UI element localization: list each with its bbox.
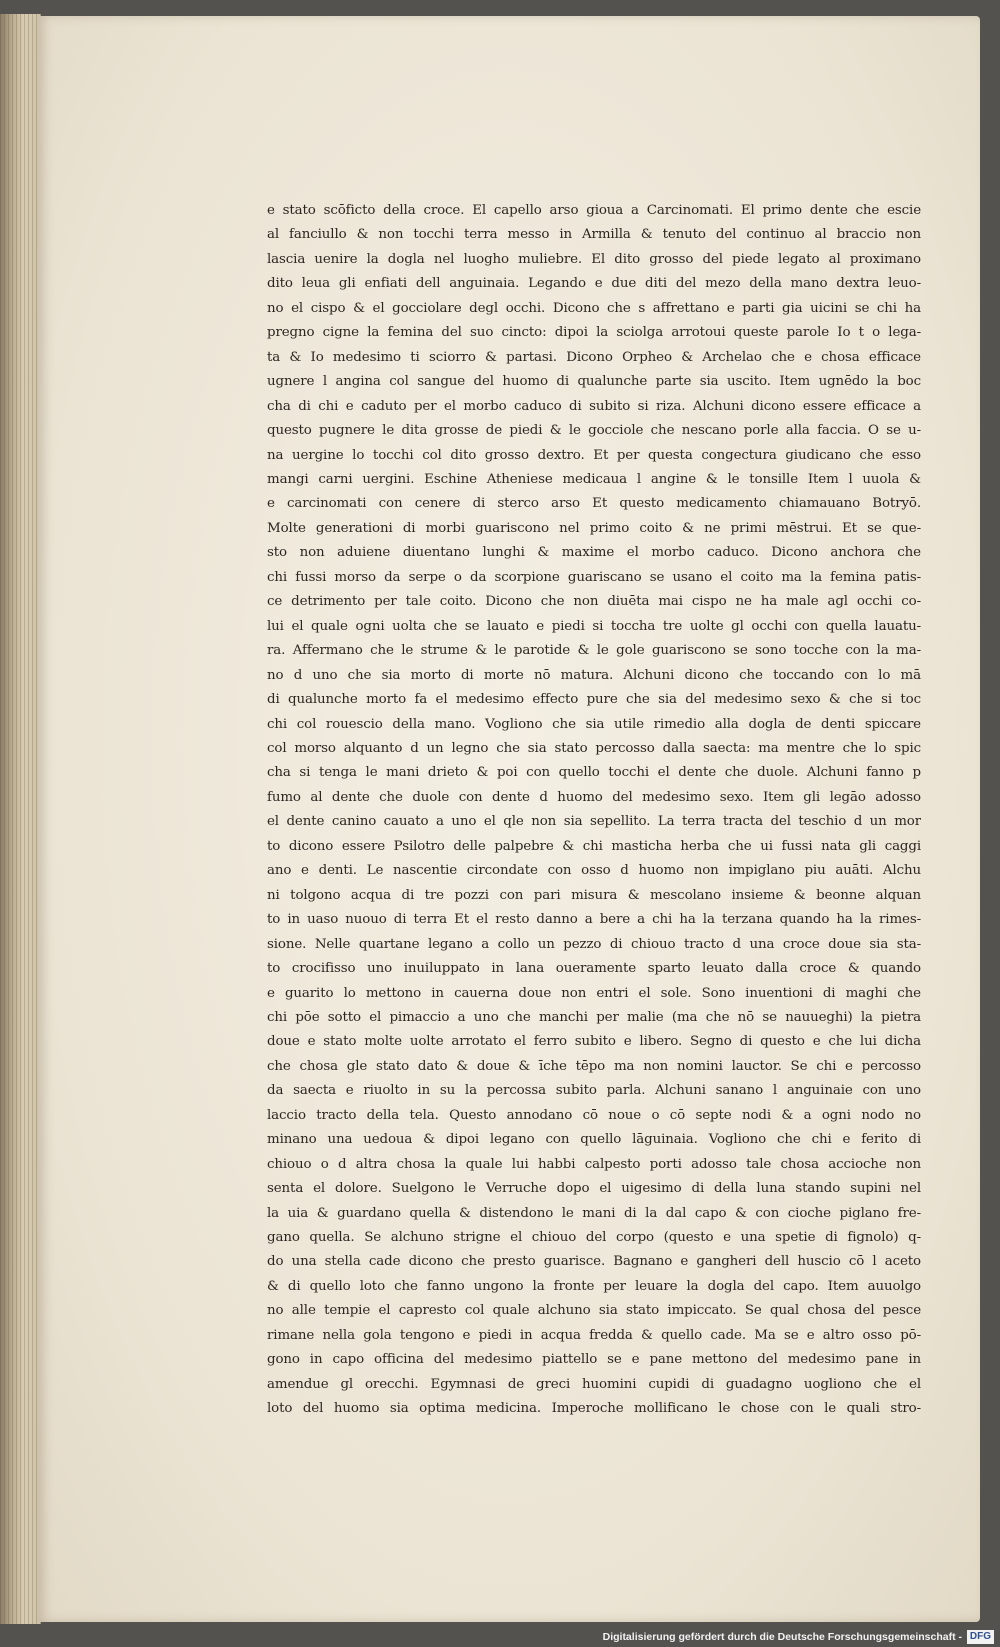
text-line: lui el quale ogni uolta che se lauato e piedi si toccha tre uolte gl occhi con quella lauatu- xyxy=(267,618,921,634)
text-line: to in uaso nuouo di terra Et el resto danno a bere a chi ha la terzana quando ha la rimes- xyxy=(267,912,921,928)
text-line: senta el dolore. Suelgono le Verruche dopo el uigesimo di della luna stando supini nel xyxy=(267,1181,921,1197)
text-line: no d uno che sia morto di morte nō matura. Alchuni dicono che toccando con lo mā xyxy=(267,667,921,683)
text-line: minano una uedoua & dipoi legano con quello lāguinaia. Vogliono che chi e ferito di xyxy=(267,1132,921,1148)
text-line: ano e denti. Le nascentie circondate con osso d huomo non impiglano piu auāti. Alchu xyxy=(267,863,921,879)
text-line: da saecta e riuolto in su la percossa subito parla. Alchuni sanano l anguinaie con uno xyxy=(267,1083,921,1099)
text-line: ra. Affermano che le strume & le parotide & le gole guariscono se sono tocche con la ma- xyxy=(267,643,921,659)
book-page-edges xyxy=(0,14,41,1624)
text-line: col morso alquanto d un legno che sia stato percosso dalla saecta: ma mentre che lo spic xyxy=(267,740,921,756)
text-line: no el cispo & el gocciolare degl occhi. Dicono che s affrettano e parti gia uicini se chi ha xyxy=(267,300,921,316)
text-line: amendue gl orecchi. Egymnasi de greci huomini cupidi di guadagno uogliono che el xyxy=(267,1376,921,1392)
text-line: cha si tenga le mani drieto & poi con quello tocchi el dente che duole. Alchuni fanno p xyxy=(267,765,921,781)
text-line: to crocifisso uno inuiluppato in lana oueramente sparto leuato dalla croce & quando xyxy=(267,961,921,977)
text-block xyxy=(267,199,921,1422)
text-line: lascia uenire la dogla nel luogho muliebre. El dito grosso del piede legato al proximano xyxy=(267,251,921,267)
text-line: dito leua gli enfiati dell anguinaia. Legando e due diti del mezo della mano dextra leuo- xyxy=(267,276,921,292)
text-line: chi col rouescio della mano. Vogliono che sia utile rimedio alla dogla de denti spiccare xyxy=(267,716,921,732)
text-line: ugnere l angina col sangue del huomo di qualunche parte sia uscito. Item ugnēdo la boc xyxy=(267,374,921,390)
text-line: chi fussi morso da serpe o da scorpione guariscano se usano el coito ma la femina patis- xyxy=(267,569,921,585)
text-line: chi pōe sotto el pimaccio a uno che manchi per malie (ma che nō se nauueghi) la pietra xyxy=(267,1009,921,1025)
text-line: Molte generationi di morbi guariscono nel primo coito & ne primi mēstrui. Et se que- xyxy=(267,520,921,536)
text-line: di qualunche morto fa el medesimo effecto pure che sia del medesimo sexo & che si toc xyxy=(267,692,921,708)
text-line: doue e stato molte uolte arrotato el ferro subito e libero. Segno di questo e che lui dicha xyxy=(267,1034,921,1050)
text-line: do una stella cade dicono che presto guarisce. Bagnano e gangheri dell huscio cō l aceto xyxy=(267,1254,921,1270)
text-line: sto non aduiene diuentano lunghi & maxime el morbo caduco. Dicono anchora che xyxy=(267,545,921,561)
text-line: e stato scōficto della croce. El capello arso gioua a Carcinomati. El primo dente che escie xyxy=(267,203,921,218)
text-line: questo pugnere le dita grosse de piedi & le gocciole che nescano porle alla faccia. O se u- xyxy=(267,423,921,439)
text-line: no alle tempie el capresto col quale alchuno sia stato impiccato. Se qual chosa del pesce xyxy=(267,1303,921,1319)
text-line: fumo al dente che duole con dente d huomo del medesimo sexo. Item gli legāo adosso xyxy=(267,789,921,805)
text-line: loto del huomo sia optima medicina. Imperoche mollificano le chose con le quali stro- xyxy=(267,1401,921,1417)
text-line: ni tolgono acqua di tre pozzi con pari misura & mescolano insieme & beonne alquan xyxy=(267,887,921,903)
text-line: laccio tracto della tela. Questo annodano cō noue o cō septe nodi & a ogni nodo no xyxy=(267,1107,921,1123)
text-line: cha di chi e caduto per el morbo caduco di subito si riza. Alchuni dicono essere efficace a xyxy=(267,398,921,414)
text-line: gono in capo officina del medesimo piattello se e pane mettono del medesimo pane in xyxy=(267,1352,921,1368)
text-line: ta & Io medesimo ti sciorro & partasi. Dicono Orpheo & Archelao che e chosa efficace xyxy=(267,349,921,365)
text-line: e carcinomati con cenere di sterco arso Et questo medicamento chiamauano Botryō. xyxy=(267,496,921,512)
text-line: el dente canino cauato a uno el qle non sia sepellito. La terra tracta del teschio d un mor xyxy=(267,814,921,830)
text-line: ce detrimento per tale coito. Dicono che non diuēta mai cispo ne ha male agl occhi co- xyxy=(267,594,921,610)
text-line: to dicono essere Psilotro delle palpebre & chi masticha herba che ui fussi nata gli caggi xyxy=(267,838,921,854)
dfg-logo: DFG xyxy=(967,1630,994,1644)
footer-credit: Digitalisierung gefördert durch die Deutsche Forschungsgemeinschaft - xyxy=(602,1631,962,1643)
footer-bar xyxy=(0,1625,1000,1647)
text-line: rimane nella gola tengono e piedi in acqua fredda & quello cade. Ma se e altro osso pō- xyxy=(267,1327,921,1343)
text-line: gano quella. Se alchuno strigne el chiouo del corpo (questo e una spetie di fignolo) q- xyxy=(267,1230,921,1246)
book-page xyxy=(38,16,980,1622)
text-line: sione. Nelle quartane legano a collo un pezzo di chiouo tracto d una croce doue sia sta- xyxy=(267,936,921,952)
text-line: chiouo o d altra chosa la quale lui habbi calpesto porti adosso tale chosa accioche non xyxy=(267,1156,921,1172)
text-line: e guarito lo mettono in cauerna doue non entri el sole. Sono inuentioni di maghi che xyxy=(267,985,921,1001)
text-line: al fanciullo & non tocchi terra messo in Armilla & tenuto del continuo al braccio non xyxy=(267,227,921,243)
text-line: la uia & guardano quella & distendono le mani di la dal capo & con cioche piglano fre- xyxy=(267,1205,921,1221)
text-line: mangi carni uergini. Eschine Atheniese medicaua l angine & le tonsille Item l uuola & xyxy=(267,471,921,487)
text-line: & di quello loto che fanno ungono la fronte per leuare la dogla del capo. Item auuolgo xyxy=(267,1278,921,1294)
text-line: na uergine lo tocchi col dito grosso dextro. Et per questa congectura giudicano che esso xyxy=(267,447,921,463)
text-line: che chosa gle stato dato & doue & īche tēpo ma non nomini lauctor. Se chi e percosso xyxy=(267,1058,921,1074)
text-line: pregno cigne la femina del suo cincto: dipoi la sciolga arrotoui queste parole Io t o lega- xyxy=(267,325,921,341)
